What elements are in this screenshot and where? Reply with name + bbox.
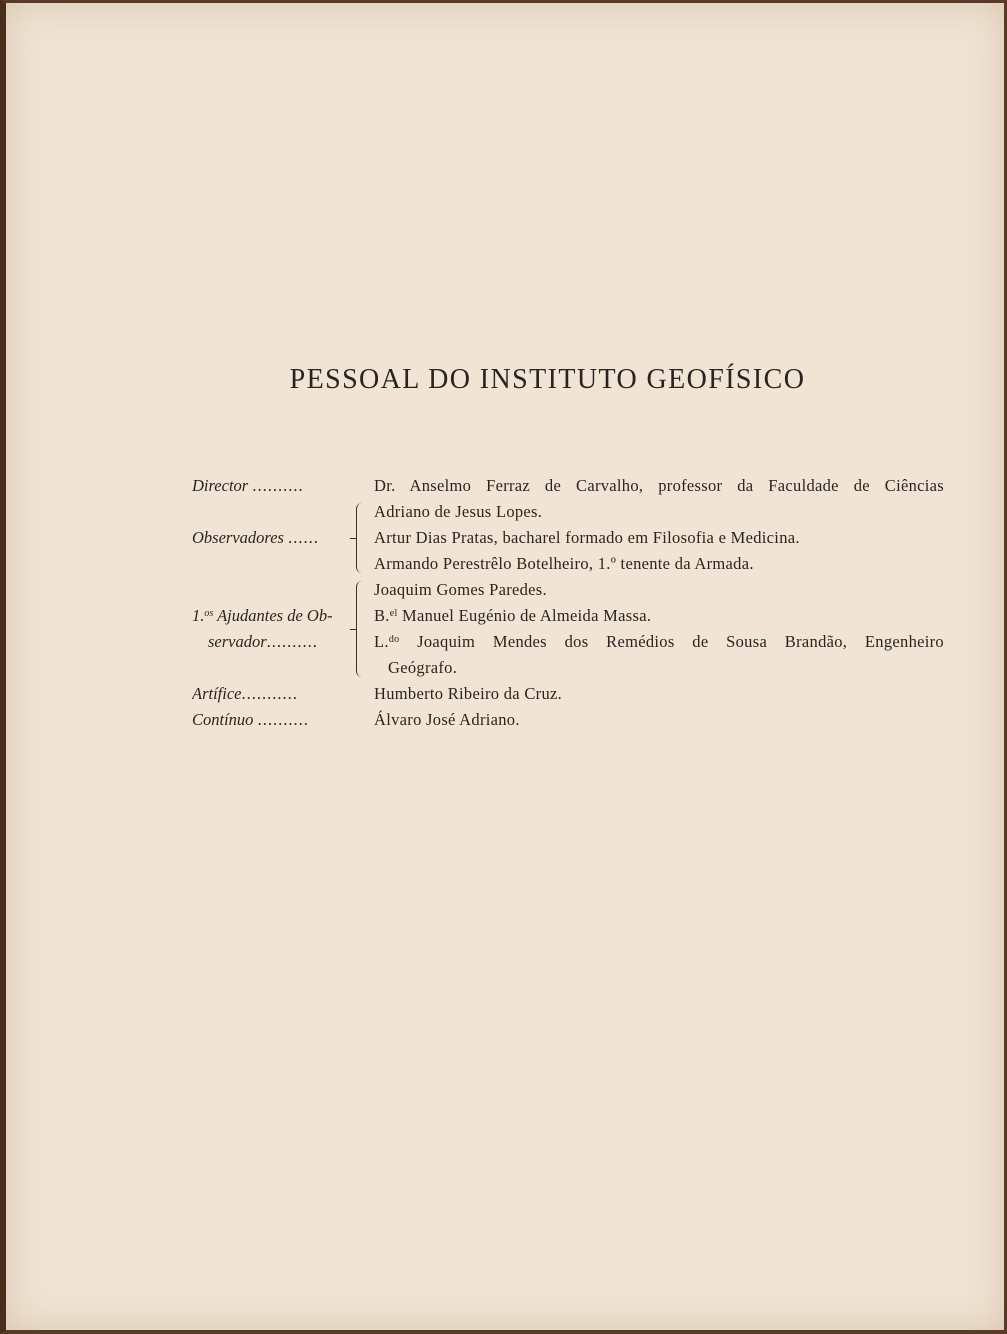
roster-row <box>192 629 952 655</box>
role-label-artifice <box>192 681 352 707</box>
staff-name: Artur Dias Pratas, bacharel formado em Filosofia e Medicina. <box>374 528 800 547</box>
role-ordinal-superscript: os <box>204 608 214 619</box>
role-name: Director <box>192 476 249 495</box>
title-abbrev-superscript: do <box>388 634 400 645</box>
staff-name: Joaquim Gomes Paredes. <box>374 580 547 599</box>
staff-name-text: Joaquim Mendes dos Remédios de Sousa Brandão, Engenheiro <box>399 632 944 651</box>
role-name-line1: Ajudantes de Ob- <box>213 606 333 625</box>
role-label-observadores <box>192 525 352 551</box>
staff-name <box>374 629 944 655</box>
role-label-director <box>192 473 352 499</box>
roster-row <box>192 603 952 629</box>
staff-name-continuation: Geógrafo. <box>388 658 458 677</box>
role-name: Contínuo <box>192 710 254 729</box>
role-name: Artífice <box>192 684 242 703</box>
staff-name-continuo: Álvaro José Adriano. <box>374 710 520 729</box>
role-label-continuo <box>192 707 352 733</box>
title-abbrev-superscript: el <box>389 608 398 619</box>
roster-row-artifice <box>192 681 952 707</box>
roster-row-continuo <box>192 707 952 733</box>
staff-roster <box>192 473 952 733</box>
staff-name: Adriano de Jesus Lopes. <box>374 502 543 521</box>
role-ordinal: 1. <box>192 606 205 625</box>
leader-dots: .......... <box>252 476 304 495</box>
roster-row-director <box>192 473 952 499</box>
roster-row <box>192 577 952 603</box>
roster-row <box>192 499 952 525</box>
role-name-line2: servador <box>208 632 267 651</box>
roster-row <box>192 525 952 551</box>
title-abbrev: B. <box>374 606 390 625</box>
roster-row <box>192 655 952 681</box>
leader-dots: ........... <box>241 684 298 703</box>
roster-row <box>192 551 952 577</box>
roster-group-ajudantes <box>192 577 952 681</box>
roster-group-observadores <box>192 499 952 577</box>
role-label-ajudantes-cont <box>192 629 352 655</box>
title-abbrev: L. <box>374 632 389 651</box>
role-label-ajudantes <box>192 603 352 629</box>
staff-name-artifice: Humberto Ribeiro da Cruz. <box>374 684 563 703</box>
page-title: PESSOAL DO INSTITUTO GEOFÍSICO <box>289 364 806 395</box>
staff-name <box>374 603 944 629</box>
leader-dots: ...... <box>288 528 319 547</box>
role-name: Observadores <box>192 528 284 547</box>
staff-name-text: Manuel Eugénio de Almeida Massa. <box>397 606 652 625</box>
leader-dots: .......... <box>266 632 318 651</box>
staff-name: Armando Perestrêlo Botelheiro, 1.º tenente da Armada. <box>374 554 754 573</box>
leader-dots: .......... <box>257 710 309 729</box>
staff-name-director: Dr. Anselmo Ferraz de Carvalho, professor da Faculdade de Ciências <box>374 476 944 495</box>
